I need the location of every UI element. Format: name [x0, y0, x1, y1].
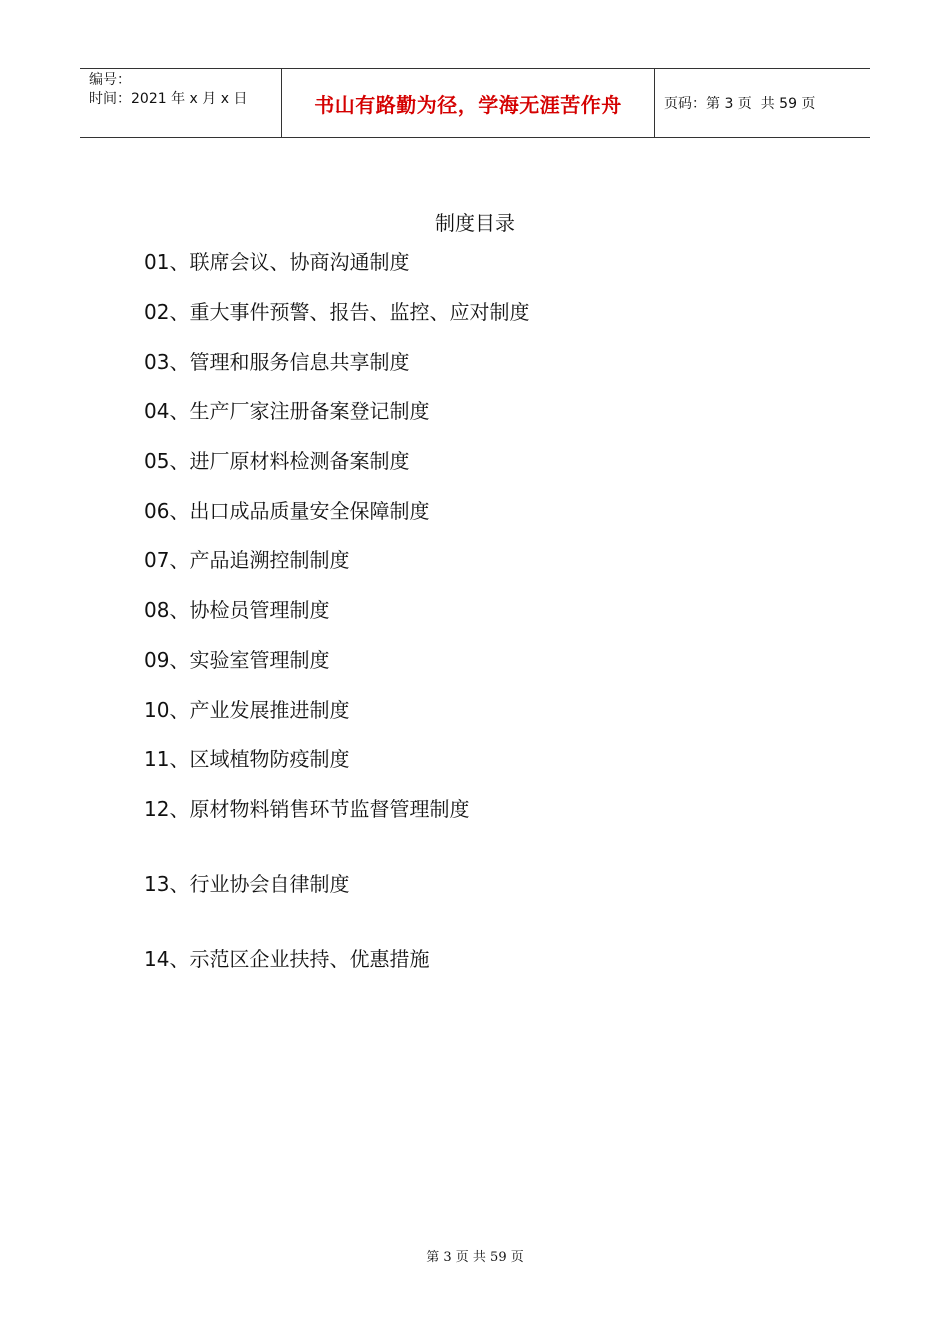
- toc-item: 02、重大事件预警、报告、监控、应对制度: [144, 300, 530, 324]
- toc-item: 07、产品追溯控制制度: [144, 548, 350, 572]
- doc-time-label: 时间：2021 年 x 月 x 日: [89, 91, 248, 107]
- toc-item: 04、生产厂家注册备案登记制度: [144, 399, 430, 423]
- header-page-info: [655, 69, 870, 137]
- toc-item: 11、区域植物防疫制度: [144, 747, 350, 771]
- toc-item: 08、协检员管理制度: [144, 598, 330, 622]
- toc-item: 10、产业发展推进制度: [144, 698, 350, 722]
- toc-item: 09、实验室管理制度: [144, 648, 330, 672]
- toc-item: 14、示范区企业扶持、优惠措施: [144, 947, 430, 971]
- toc-item: 12、原材物料销售环节监督管理制度: [144, 797, 470, 821]
- header-motto: 书山有路勤为径，学海无涯苦作舟: [282, 69, 655, 137]
- toc-item: 06、出口成品质量安全保障制度: [144, 499, 430, 523]
- page-header: [80, 68, 870, 138]
- toc-item: 01、联席会议、协商沟通制度: [144, 250, 410, 274]
- header-meta: [80, 69, 282, 137]
- toc-item: 03、管理和服务信息共享制度: [144, 350, 410, 374]
- toc-item: 13、行业协会自律制度: [144, 872, 350, 896]
- page-footer: 第 3 页 共 59 页: [426, 1250, 524, 1265]
- doc-number-label: 编号：: [89, 72, 131, 88]
- page-title: 制度目录: [435, 211, 515, 235]
- header-page-info-text: 页码：第 3 页 共 59 页: [664, 96, 816, 112]
- toc-item: 05、进厂原材料检测备案制度: [144, 449, 410, 473]
